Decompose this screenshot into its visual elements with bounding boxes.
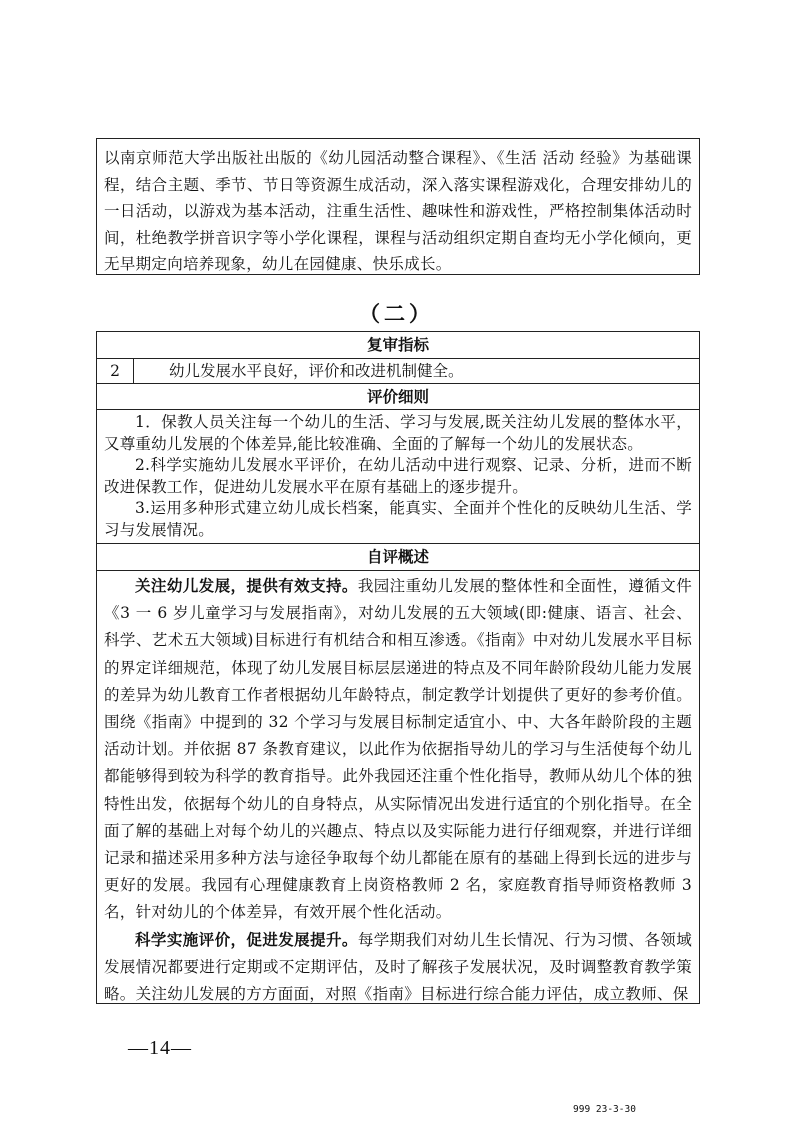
- section-title: （二）: [359, 301, 434, 326]
- self-p1-body: 我园注重幼儿发展的整体性和全面性，遵循文件《3 一 6 岁儿童学习与发展指南》，对幼儿发展的五大领域(即:健康、语言、社会、科学、艺术五大领域)目标进行有机结合和相互渗透。《指南》中对幼儿发展水平目标的界定详细规范，体现了幼儿发展目标层层递进的特点及不同年龄阶段幼儿能力发展的差异为幼儿教育工作者根据幼儿年龄特点，制定教学计划提供了更好的参考价值。围绕《指南》中提到的 32 个学习与发展目标制定适宜小、中、大各年龄阶段的主题活动计划。并依据 87 条教育建议，以此作为依据指导幼儿的学习与生活使每个幼儿都能够得到较为科学的教育指导。此外我园还注重个性化指导，教师从幼儿个体的独特性出发，依据每个幼儿的自身特点，从实际情况出发进行适宜的个别化指导。在全面了解的基础上对每个幼儿的兴趣点、特点以及实际能力进行仔细观察，并进行详细记录和描述采用多种方法与途径争取每个幼儿都能在原有的基础上得到长远的进步与更好的发展。我园有心理健康教育上岗资格教师 2 名，家庭教育指导师资格教师 3 名，针对幼儿的个体差异，有效开展个性化活动。: [104, 577, 692, 922]
- print-stamp: 999 23-3-30: [573, 1104, 636, 1115]
- detail-item-3: 3.运用多种形式建立幼儿成长档案，能真实、全面并个性化的反映幼儿生活、学习与发展情况。: [104, 499, 692, 539]
- index-text: 幼儿发展水平良好，评价和改进机制健全。: [169, 362, 464, 380]
- detail-item-2: 2.科学实施幼儿发展水平评价，在幼儿活动中进行观察、记录、分析，进而不断改进保教工作，促进幼儿发展水平在原有基础上的逐步提升。: [104, 456, 692, 496]
- self-paragraph-1: [104, 573, 692, 927]
- detail-item-1: 1．保教人员关注每一个幼儿的生活、学习与发展,既关注幼儿发展的整体水平，又尊重幼儿发展的个体差异,能比较准确、全面的了解每一个幼儿的发展状态。: [104, 413, 692, 453]
- top-text-box: [96, 138, 700, 275]
- self-cell: [97, 571, 699, 1003]
- self-p2-body: 每学期我们对幼儿生长情况、行为习惯、各领域发展情况都要进行定期或不定期评估，及时了解孩子发展状况，及时调整教育教学策略。关注幼儿发展的方方面面，对照《指南》目标进行综合能力评估，成立教师、保: [104, 930, 692, 1004]
- header-self: 自评概述: [97, 544, 699, 571]
- header-review-index: 复审指标: [97, 332, 699, 359]
- detail-cell: [97, 410, 699, 544]
- self-paragraph-2: [104, 927, 692, 1009]
- top-box-paragraph: 以南京师范大学出版社出版的《幼儿园活动整合课程》、《生活 活动 经验》为基础课程，结合主题、季节、节日等资源生成活动，深入落实课程游戏化，合理安排幼儿的一日活动，以游戏为基本活动，注重生活性、趣味性和游戏性，严格控制集体活动时间，杜绝教学拼音识字等小学化课程，课程与活动组织定期自查均无小学化倾向，更无早期定向培养现象，幼儿在园健康、快乐成长。: [104, 149, 692, 273]
- self-p2-lead: 科学实施评价，促进发展提升。: [135, 930, 358, 949]
- index-number: 2: [97, 359, 134, 383]
- header-detail: 评价细则: [97, 384, 699, 410]
- page-number: —14—: [128, 1037, 192, 1059]
- review-table: [96, 331, 700, 1004]
- index-row: [97, 359, 699, 384]
- self-p1-lead: 关注幼儿发展，提供有效支持。: [135, 577, 358, 595]
